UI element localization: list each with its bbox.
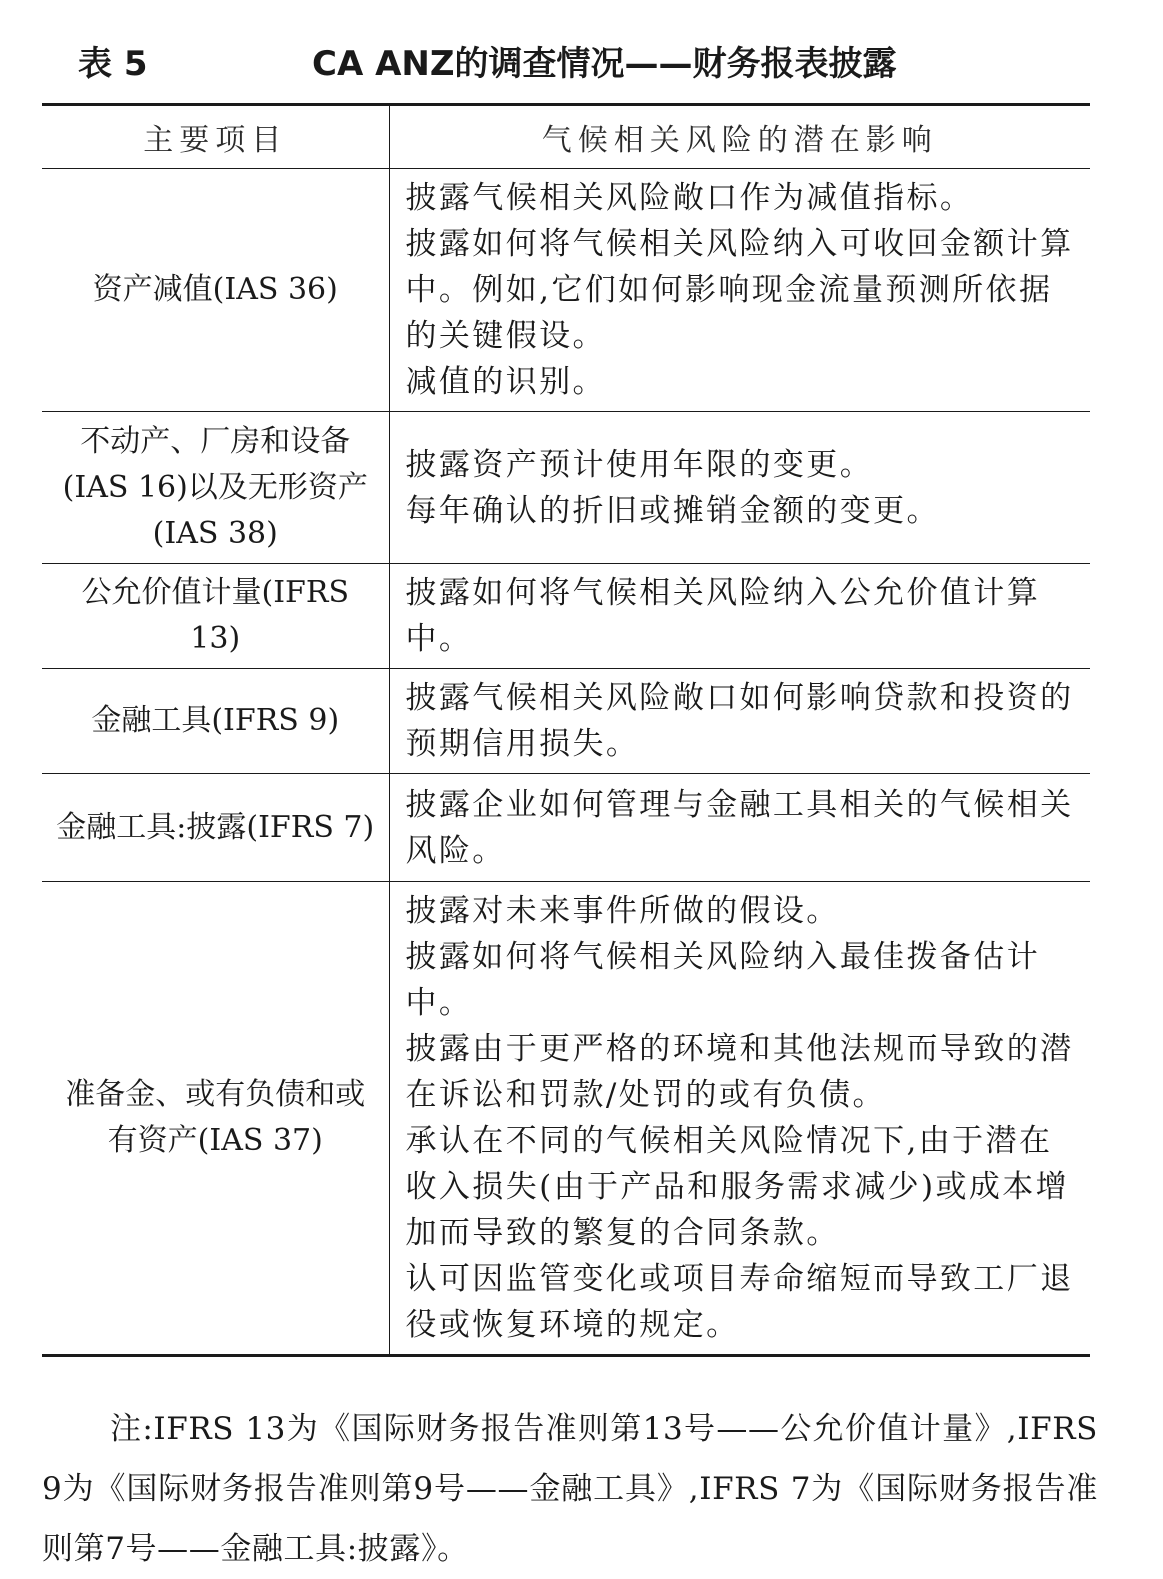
table-title: CA ANZ的调查情况——财务报表披露	[312, 44, 897, 84]
header-row	[42, 105, 1090, 169]
impact-text: 披露对未来事件所做的假设。	[405, 893, 840, 929]
impact-text: 承认在不同的气候相关风险情况下,由于潜在收入损失(由于产品和服务需求减少)或成本增加而导致的繁复的合同条款。	[405, 1123, 1070, 1251]
impact-text: 披露由于更严格的环境和其他法规而导致的潜在诉讼和罚款/处罚的或有负债。	[405, 1031, 1074, 1113]
row-item-fi-disclosures: 金融工具:披露(IFRS 7)	[42, 774, 389, 882]
impact-text: 每年确认的折旧或摊销金额的变更。	[405, 492, 940, 529]
impact-text: 披露如何将气候相关风险纳入最佳拨备估计中。	[405, 939, 1041, 1021]
impact-text: 披露气候相关风险敞口如何影响贷款和投资的预期信用损失。	[405, 680, 1074, 762]
row-item-financial-instruments: 金融工具(IFRS 9)	[42, 669, 389, 774]
impact-text: 披露资产预计使用年限的变更。	[405, 446, 874, 483]
row-item-provisions: 准备金、或有负债和或有资产(IAS 37)	[42, 882, 389, 1356]
table-row	[42, 412, 1090, 564]
table-row	[42, 669, 1090, 774]
disclosure-table	[42, 103, 1090, 1357]
impact-text: 减值的识别。	[405, 364, 606, 400]
table-caption	[0, 38, 1163, 94]
header-potential-impact: 气候相关风险的潜在影响	[389, 105, 1090, 169]
table-header	[42, 105, 1090, 169]
impact-text: 披露如何将气候相关风险纳入可收回金额计算中。例如,它们如何影响现金流量预测所依据的关键假设。	[405, 226, 1074, 354]
row-impacts	[389, 412, 1090, 564]
row-impacts	[389, 564, 1090, 669]
impact-text: 披露气候相关风险敞口作为减值指标。	[405, 180, 974, 216]
table-row	[42, 169, 1090, 412]
impact-text: 认可因监管变化或项目寿命缩短而导致工厂退役或恢复环境的规定。	[405, 1261, 1074, 1343]
header-main-item: 主要项目	[42, 105, 389, 169]
row-item-ppe-intangibles: 不动产、厂房和设备(IAS 16)以及无形资产(IAS 38)	[42, 412, 389, 564]
row-item-impairment: 资产减值(IAS 36)	[42, 169, 389, 412]
row-impacts	[389, 169, 1090, 412]
row-impacts	[389, 882, 1090, 1356]
table-row	[42, 564, 1090, 669]
impact-text: 披露如何将气候相关风险纳入公允价值计算中。	[405, 575, 1041, 657]
impact-text: 披露企业如何管理与金融工具相关的气候相关风险。	[405, 786, 1074, 869]
table-row	[42, 882, 1090, 1356]
table-row	[42, 774, 1090, 882]
row-impacts	[389, 669, 1090, 774]
row-impacts	[389, 774, 1090, 882]
table-body	[42, 169, 1090, 1356]
table-number: 表 5	[78, 44, 148, 84]
row-item-fair-value: 公允价值计量(IFRS 13)	[42, 564, 389, 669]
table-note: 注:IFRS 13为《国际财务报告准则第13号——公允价值计量》,IFRS 9为《国际财务报告准则第9号——金融工具》,IFRS 7为《国际财务报告准则第7号——金融工具:披露》。	[42, 1411, 1098, 1567]
